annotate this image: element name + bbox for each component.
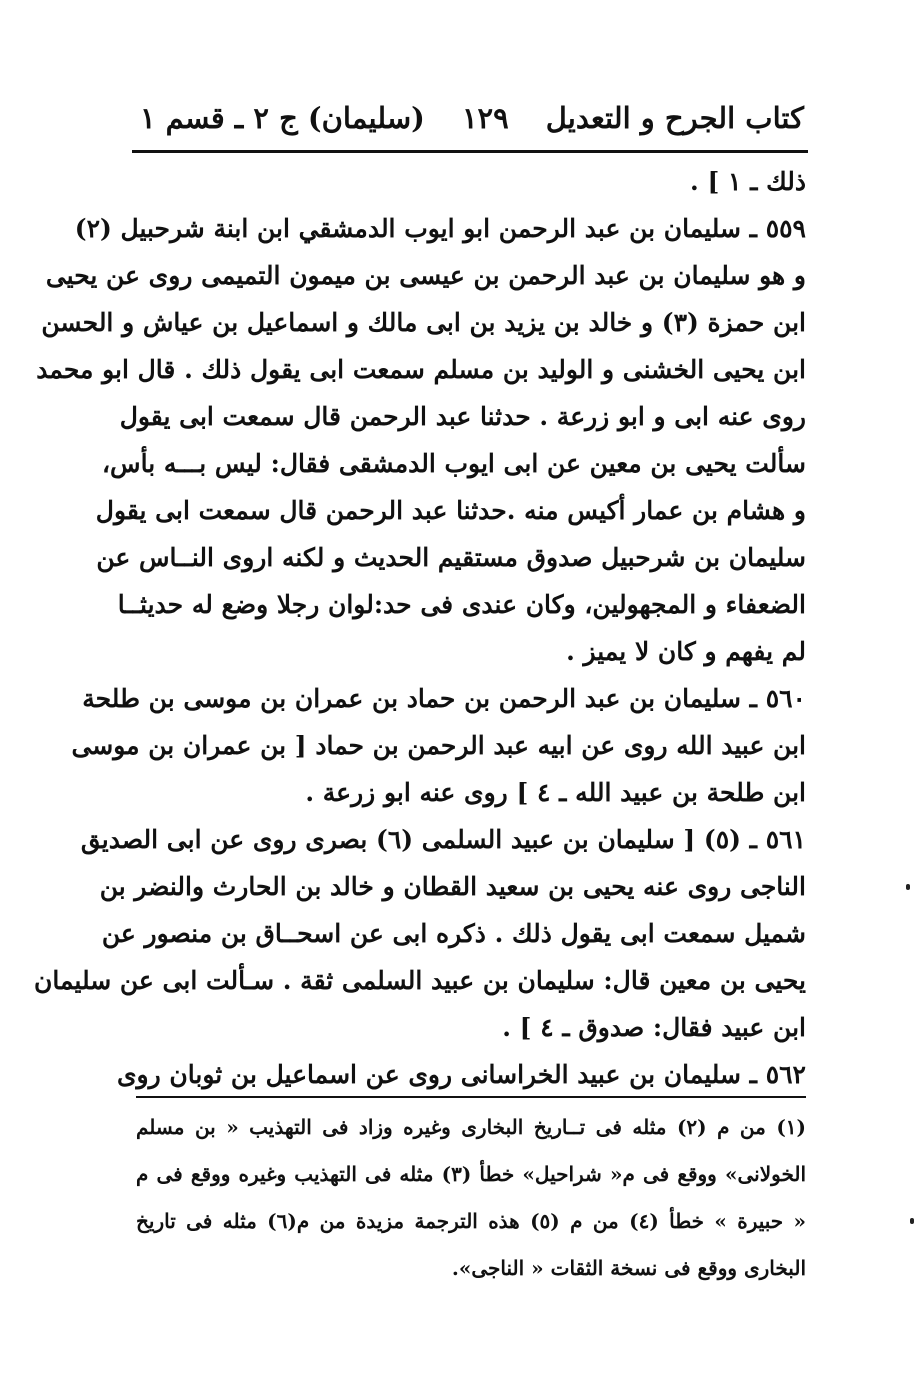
main-text [34,158,806,1098]
scan-speck [906,884,910,890]
entry-562-line: ٥٦٢ ـ سليمان بن عبيد الخراسانى روى عن اسماعيل بن ثوبان روى [116,1060,806,1089]
text-line: و هشام بن عمار أكيس منه .حدثنا عبد الرحمن قال سمعت ابى يقول [95,496,806,525]
text-line: ذلك ـ ١ ] . [690,167,806,196]
text-line: ابن حمزة (٣) و خالد بن يزيد بن ابى مالك و اسماعيل بن عياش و الحسن [41,308,806,337]
scan-speck [910,1218,914,1224]
footnote-rule [136,1096,806,1098]
section-label: (سليمان) ج ٢ ـ قسم ١ [140,101,425,135]
footnote-line: « حبيرة » خطأ (٤) من م (٥) هذه الترجمة مزيدة من م(٦) مثله فى تاريخ [136,1209,807,1233]
entry-559-line: ٥٥٩ ـ سليمان بن عبد الرحمن ابو ايوب الدمشقي ابن ابنة شرحبيل (٢) [74,214,806,243]
text-line: الناجى روى عنه يحيى بن سعيد القطان و خالد بن الحارث والنضر بن [99,872,806,901]
text-line: سألت يحيى بن معين عن ابى ايوب الدمشقى فقال: ليس بـــه بأس، [101,449,806,478]
footnotes [136,1104,806,1292]
page-header [140,92,804,144]
book-title: كتاب الجرح و التعديل [545,101,804,135]
entry-561-line: ٥٦١ ـ (٥) [ سليمان بن عبيد السلمى (٦) بصرى روى عن ابى الصديق [80,825,806,854]
text-line: ابن يحيى الخشنى و الوليد بن مسلم سمعت ابى يقول ذلك . قال ابو محمد [36,355,806,384]
footnote-line: (١) من م (٢) مثله فى تــاريخ البخارى وغيره وزاد فى التهذيب « بن مسلم [136,1115,806,1139]
footnote-line: البخارى ووقع فى نسخة الثقات « الناجى». [451,1256,806,1280]
text-line: الضعفاء و المجهولين، وكان عندى فى حد:لوان رجلا وضع له حديثــا [117,590,806,619]
footnote-line: الخولانى» ووقع فى م« شراحيل» خطأ (٣) مثله فى التهذيب وغيره ووقع فى م [136,1162,806,1186]
header-rule [132,150,808,153]
text-line: سليمان بن شرحبيل صدوق مستقيم الحديث و لكنه اروى النــاس عن [96,543,806,572]
text-line: ابن عبيد فقال: صدوق ـ ٤ ] . [502,1013,806,1042]
text-line: روى عنه ابى و ابو زرعة . حدثنا عبد الرحمن قال سمعت ابى يقول [119,402,806,431]
text-line: ابن طلحة بن عبيد الله ـ ٤ ] روى عنه ابو زرعة . [305,778,806,807]
text-line: لم يفهم و كان لا يميز . [566,637,806,666]
text-line: شميل سمعت ابى يقول ذلك . ذكره ابى عن اسحــاق بن منصور عن [101,919,806,948]
text-line: ابن عبيد الله روى عن ابيه عبد الرحمن بن حماد [ بن عمران بن موسى [71,731,806,760]
entry-560-line: ٥٦٠ ـ سليمان بن عبد الرحمن بن حماد بن عمران بن موسى بن طلحة [82,684,806,713]
page-number: ١٢٩ [461,101,509,135]
text-line: يحيى بن معين قال: سليمان بن عبيد السلمى ثقة . سـألت ابى عن سليمان [34,966,806,995]
text-line: و هو سليمان بن عبد الرحمن بن عيسى بن ميمون التميمى روى عن يحيى [45,261,806,290]
